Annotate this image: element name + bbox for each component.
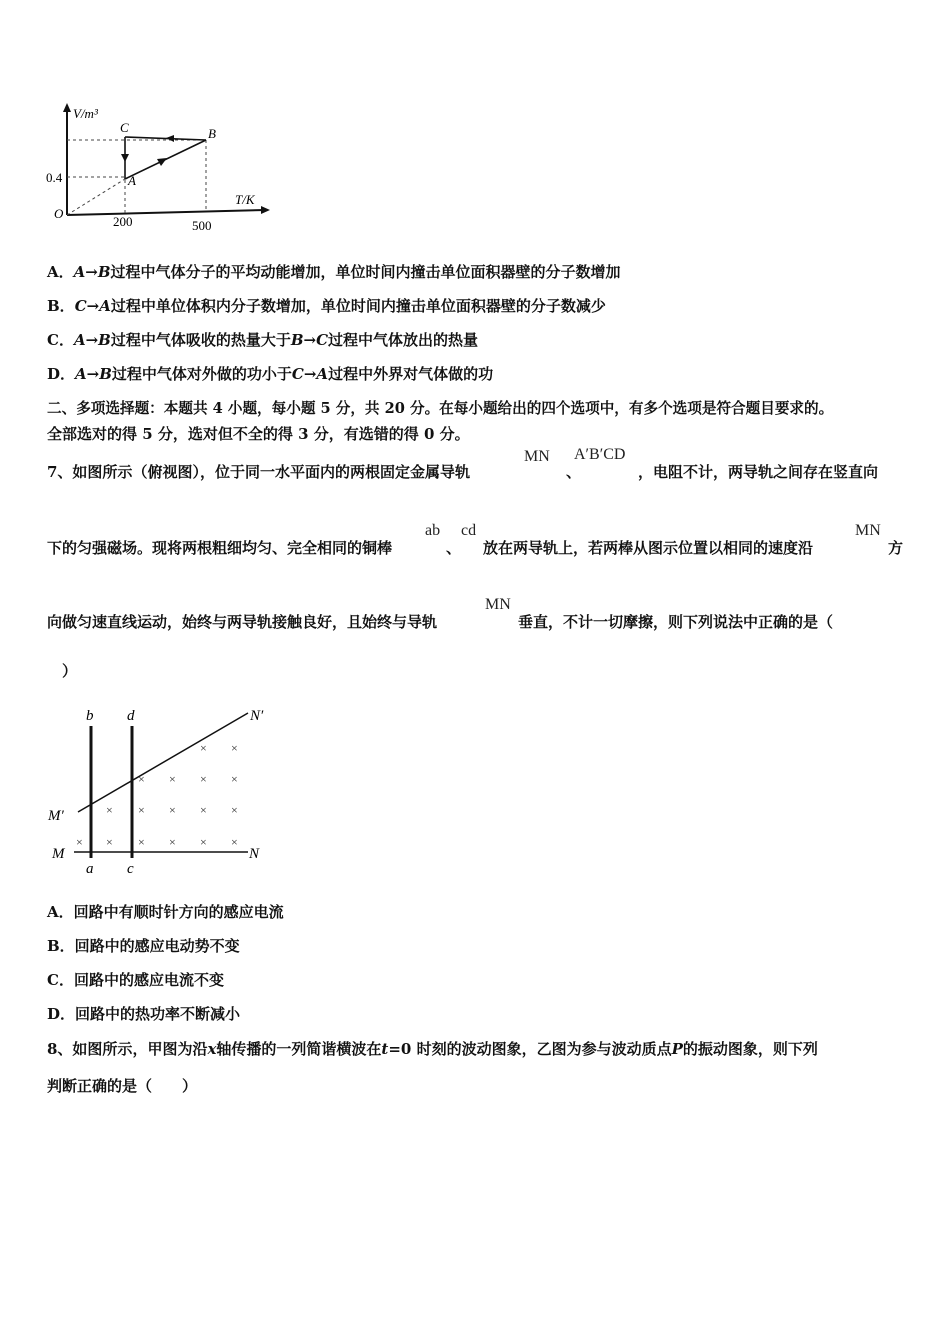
label-c: c — [127, 861, 134, 877]
q7-line2-c: 方 — [888, 539, 904, 557]
label-m-prime: M′ — [48, 808, 64, 824]
label-a: a — [86, 861, 94, 877]
section2-line2: 全部选对的得 5 分，选对但不全的得 3 分，有选错的得 0 分。 — [47, 425, 470, 443]
label-n: N — [249, 846, 260, 862]
cross: × — [200, 741, 207, 755]
q7-line3-b: 垂直，不计一切摩擦，则下列说法中正确的是（ — [518, 613, 834, 631]
q7-formula-mn3: MN — [485, 596, 511, 613]
arrow-bc — [166, 135, 174, 142]
q6-option-a: A．A→B过程中气体分子的平均动能增加，单位时间内撞击单位面积器壁的分子数增加 — [47, 263, 621, 281]
x-tick-200: 200 — [113, 214, 133, 229]
cross: × — [169, 803, 176, 817]
q7-formula-mn2: MN — [855, 522, 881, 539]
cross: × — [138, 803, 145, 817]
cross: × — [200, 835, 207, 849]
q7-line4: ） — [62, 662, 78, 680]
q7-line2-a: 下的匀强磁场。现将两根粗细均匀、完全相同的铜棒 — [47, 539, 393, 557]
q7-line1-b: ，电阻不计，两导轨之间存在竖直向 — [638, 463, 879, 481]
cross: × — [138, 835, 145, 849]
cross: × — [169, 772, 176, 786]
x-axis-label: T/K — [235, 192, 255, 207]
point-a-label: A — [128, 173, 136, 188]
label-d: d — [127, 708, 135, 724]
q7-line2-b: 放在两导轨上，若两棒从图示位置以相同的速度沿 — [483, 539, 814, 557]
q7-option-a: A．回路中有顺时针方向的感应电流 — [47, 903, 284, 921]
q7-formula-ab: ab — [425, 522, 441, 539]
q7-formula-mn: MN — [524, 448, 550, 465]
cross: × — [169, 835, 176, 849]
cross: × — [200, 803, 207, 817]
point-b-label: B — [208, 126, 216, 141]
x-tick-500: 500 — [192, 218, 212, 233]
cross: × — [231, 835, 238, 849]
origin-label: O — [54, 206, 64, 221]
q6-option-b: B．C→A过程中单位体积内分子数增加，单位时间内撞击单位面积器壁的分子数减少 — [47, 297, 606, 315]
label-b: b — [86, 708, 94, 724]
cross: × — [138, 772, 145, 786]
y-tick-04: 0.4 — [46, 170, 63, 185]
cross: × — [106, 835, 113, 849]
rails-figure — [40, 700, 280, 880]
q7-option-b: B．回路中的感应电动势不变 — [47, 937, 240, 955]
label-m: M — [52, 846, 65, 862]
q7-option-c: C．回路中的感应电流不变 — [47, 971, 224, 989]
point-c-label: C — [120, 120, 129, 135]
magnetic-field-crosses — [76, 741, 238, 849]
q7-sep1: 、 — [566, 463, 582, 481]
q8-line1: 8、如图所示，甲图为沿x轴传播的一列简谐横波在t=0 时刻的波动图象，乙图为参与波动质点P的振动图象，则下列 — [47, 1040, 818, 1058]
y-axis-label: V/m³ — [73, 106, 98, 121]
x-axis-arrow — [261, 206, 270, 214]
x-axis — [67, 210, 265, 215]
arrow-ca — [121, 154, 129, 162]
rail-mn-prime — [78, 713, 248, 812]
cross: × — [200, 772, 207, 786]
q7-option-d: D．回路中的热功率不断减小 — [47, 1005, 241, 1023]
q7-formula-cd: cd — [461, 522, 477, 539]
guide-origin — [67, 179, 125, 215]
label-n-prime: N′ — [250, 708, 264, 724]
cross: × — [231, 741, 238, 755]
q7-sep2: 、 — [446, 539, 462, 557]
section2-line1: 二、多项选择题：本题共 4 小题，每小题 5 分，共 20 分。在每小题给出的四个选项中，有多个选项是符合题目要求的。 — [47, 400, 834, 417]
cross: × — [76, 835, 83, 849]
cross: × — [231, 803, 238, 817]
vt-graph — [40, 100, 310, 240]
cross: × — [231, 772, 238, 786]
q6-option-c: C．A→B过程中气体吸收的热量大于B→C过程中气体放出的热量 — [47, 331, 479, 349]
cross: × — [106, 803, 113, 817]
q7-formula-abcd: A′B′CD — [574, 446, 626, 463]
y-axis-arrow — [63, 103, 71, 112]
q6-option-d: D．A→B过程中气体对外做的功小于C→A过程中外界对气体做的功 — [47, 365, 494, 383]
q7-line1-a: 7、如图所示（俯视图），位于同一水平面内的两根固定金属导轨 — [47, 463, 470, 481]
q8-line2: 判断正确的是（ ） — [47, 1077, 198, 1095]
q7-line3-a: 向做匀速直线运动，始终与两导轨接触良好，且始终与导轨 — [47, 613, 438, 631]
